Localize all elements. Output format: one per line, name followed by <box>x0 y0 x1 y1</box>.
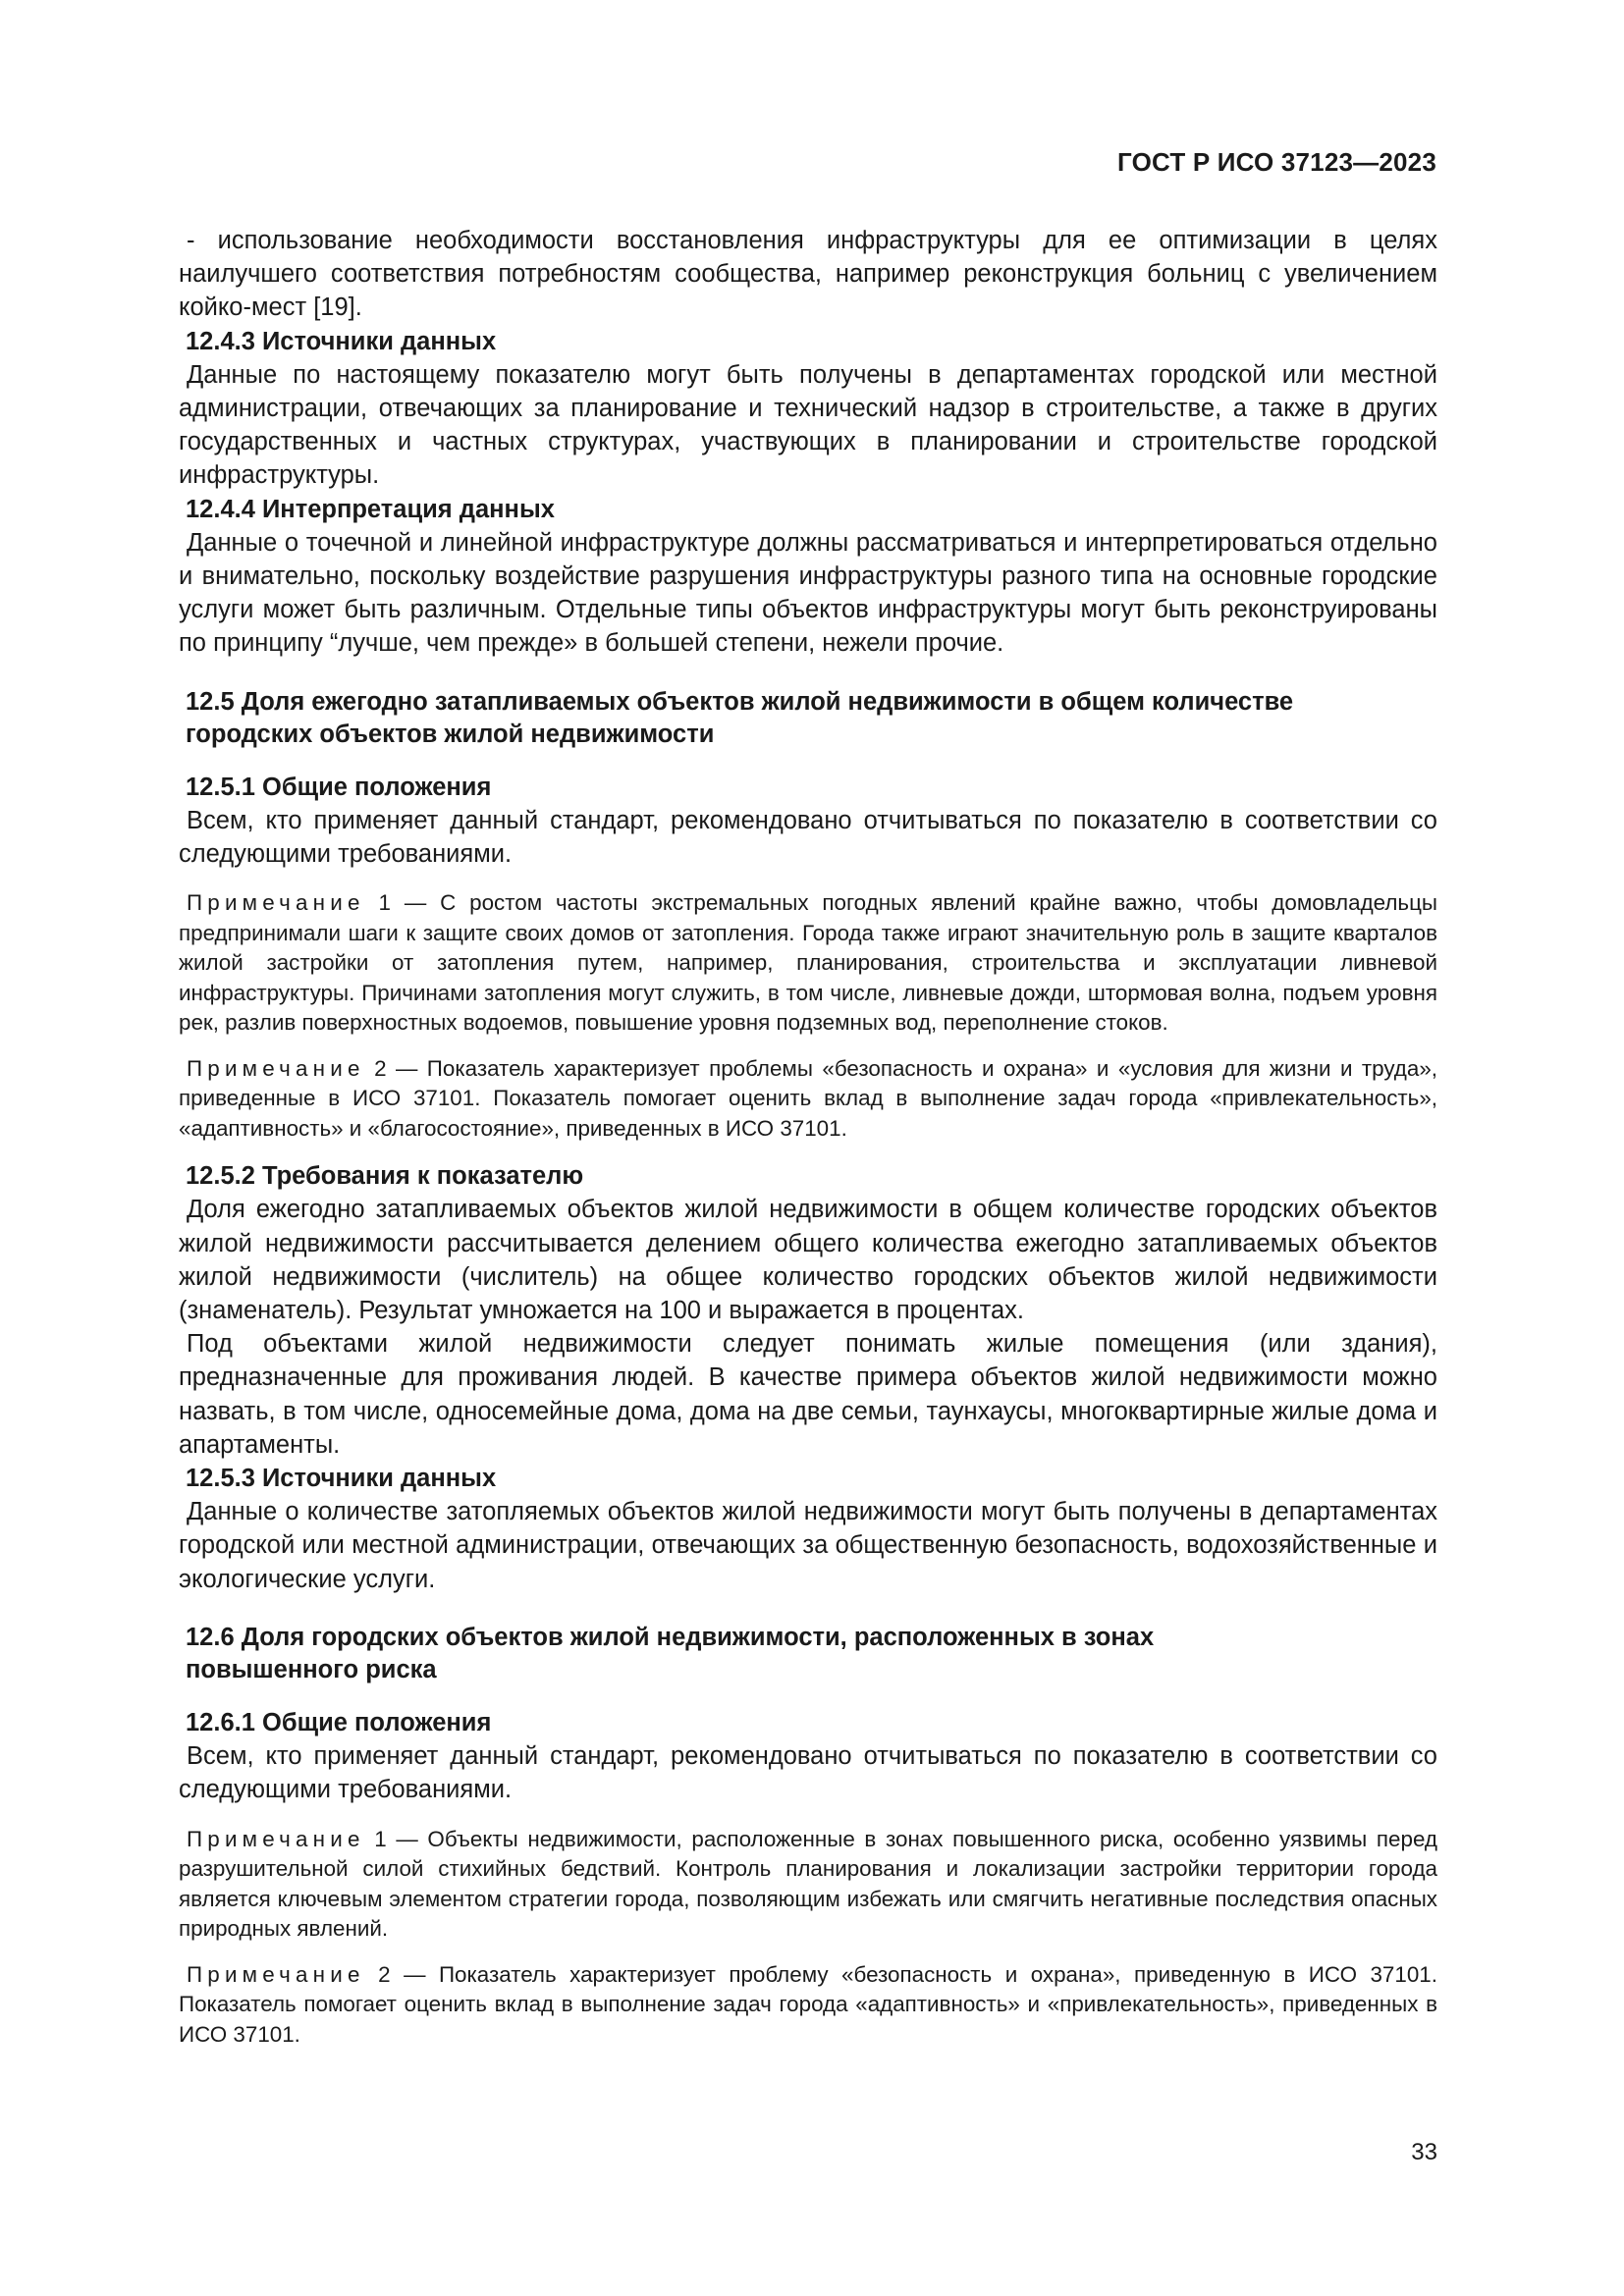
note-number: 2 <box>374 1055 387 1081</box>
paragraph: Доля ежегодно затапливаемых объектов жилой недвижимости в общем количестве городских объектов жилой недвижимости рассчитывается делением общего количества ежегодно затапливаемых объектов жилой недвижимости (числитель) на общее количество городских объектов жилой недвижимости (знаменатель). Результат умножается на 100 и выражается в процентах. <box>179 1196 1437 1325</box>
note-number: 1 <box>378 890 391 916</box>
paragraph: Данные по настоящему показателю могут быть получены в департаментах городской или местной администрации, отвечающих за планирование и технический надзор в строительстве, а также в других государственных и частных структурах, участвующих в планировании и строительстве городской инфраструктуры. <box>179 360 1437 490</box>
paragraph: Под объектами жилой недвижимости следует понимать жилые помещения (или здания), предназначенные для проживания людей. В качестве примера объектов жилой недвижимости можно назвать, в том числе, односемейные дома, дома на две семьи, таунхаусы, многоквартирные жилые дома и апартаменты. <box>179 1330 1437 1459</box>
note-label: Примечание <box>187 890 365 916</box>
note-text: — С ростом частоты экстремальных погодных явлений крайне важно, чтобы домовладельцы предпринимали шаги к защите своих домов от затопления. Города также играют значительную роль в защите кварталов жилой застройки от затопления путем, например, планирования, строительства и эксплуатации ливневой инфраструктуры. Причинами затопления могут служить, в том числе, ливневые дожди, штормовая волна, подъем уровня рек, разлив поверхностных водоемов, повышение уровня подземных вод, переполнение стоков. <box>179 890 1437 1036</box>
subsection-heading-12-5-2: 12.5.2 Требования к показателю <box>186 1162 584 1191</box>
section-heading-line: повышенного риска <box>186 1655 437 1683</box>
page-number: 33 <box>1411 2139 1437 2165</box>
document-code-header: ГОСТ Р ИСО 37123—2023 <box>1116 147 1436 177</box>
note-text: — Объекты недвижимости, расположенные в зонах повышенного риска, особенно уязвимы перед разрушительной силой стихийных бедствий. Контроль планирования и локализации застройки территории города является ключевым элементом стратегии города, позволяющим избежать или смягчить негативные последствия опасных природных явлений. <box>179 1826 1437 1941</box>
subsection-heading-12-6-1: 12.6.1 Общие положения <box>186 1708 492 1736</box>
section-heading-line: 12.5 Доля ежегодно затапливаемых объектов жилой недвижимости в общем количестве <box>186 687 1294 716</box>
subsection-heading-12-4-4: 12.4.4 Интерпретация данных <box>186 495 555 523</box>
subsection-heading-12-4-3: 12.4.3 Источники данных <box>186 327 497 355</box>
section-heading-12-6 <box>179 1622 1437 1686</box>
note-text: — Показатель характеризует проблему «безопасность и охрана», приведенную в ИСО 37101. Показатель помогает оценить вклад в выполнение задач города «адаптивность» и «привлекательность», приведенных в ИСО 37101. <box>179 1961 1437 2047</box>
note <box>179 888 1437 1039</box>
note-label: Примечание <box>187 1055 365 1081</box>
note-label: Примечание <box>187 1961 365 1987</box>
subsection-heading-12-5-1: 12.5.1 Общие положения <box>186 773 492 801</box>
note <box>179 1960 1437 2051</box>
paragraph: Всем, кто применяет данный стандарт, рекомендовано отчитываться по показателю в соответствии со следующими требованиями. <box>179 1742 1437 1804</box>
note-label: Примечание <box>187 1826 365 1851</box>
section-heading-line: городских объектов жилой недвижимости <box>186 720 715 748</box>
paragraph: Данные о точечной и линейной инфраструктуре должны рассматриваться и интерпретироваться отдельно и внимательно, поскольку воздействие разрушения инфраструктуры разного типа на основные городские услуги может быть различным. Отдельные типы объектов инфраструктуры могут быть реконструированы по принципу “лучше, чем прежде» в большей степени, нежели прочие. <box>179 528 1437 658</box>
note-number: 1 <box>374 1826 387 1851</box>
subsection-heading-12-5-3: 12.5.3 Источники данных <box>186 1465 497 1493</box>
section-heading-12-5 <box>179 686 1437 751</box>
section-heading-line: 12.6 Доля городских объектов жилой недвижимости, расположенных в зонах <box>186 1623 1155 1651</box>
note <box>179 1054 1437 1145</box>
paragraph: - использование необходимости восстановления инфраструктуры для ее оптимизации в целях наилучшего соответствия потребностям сообщества, например реконструкция больниц с увеличением койко-мест [19]. <box>179 227 1437 322</box>
note-number: 2 <box>378 1961 391 1987</box>
note-text: — Показатель характеризует проблемы «безопасность и охрана» и «условия для жизни и труда», приведенные в ИСО 37101. Показатель помогает оценить вклад в выполнение задач города «привлекательность», «адаптивность» и «благосостояние», приведенных в ИСО 37101. <box>179 1055 1437 1141</box>
page-content <box>179 224 1437 2050</box>
note <box>179 1825 1437 1945</box>
paragraph: Всем, кто применяет данный стандарт, рекомендовано отчитываться по показателю в соответствии со следующими требованиями. <box>179 806 1437 869</box>
paragraph: Данные о количестве затопляемых объектов жилой недвижимости могут быть получены в департаментах городской или местной администрации, отвечающих за общественную безопасность, водохозяйственные и экологические услуги. <box>179 1498 1437 1593</box>
